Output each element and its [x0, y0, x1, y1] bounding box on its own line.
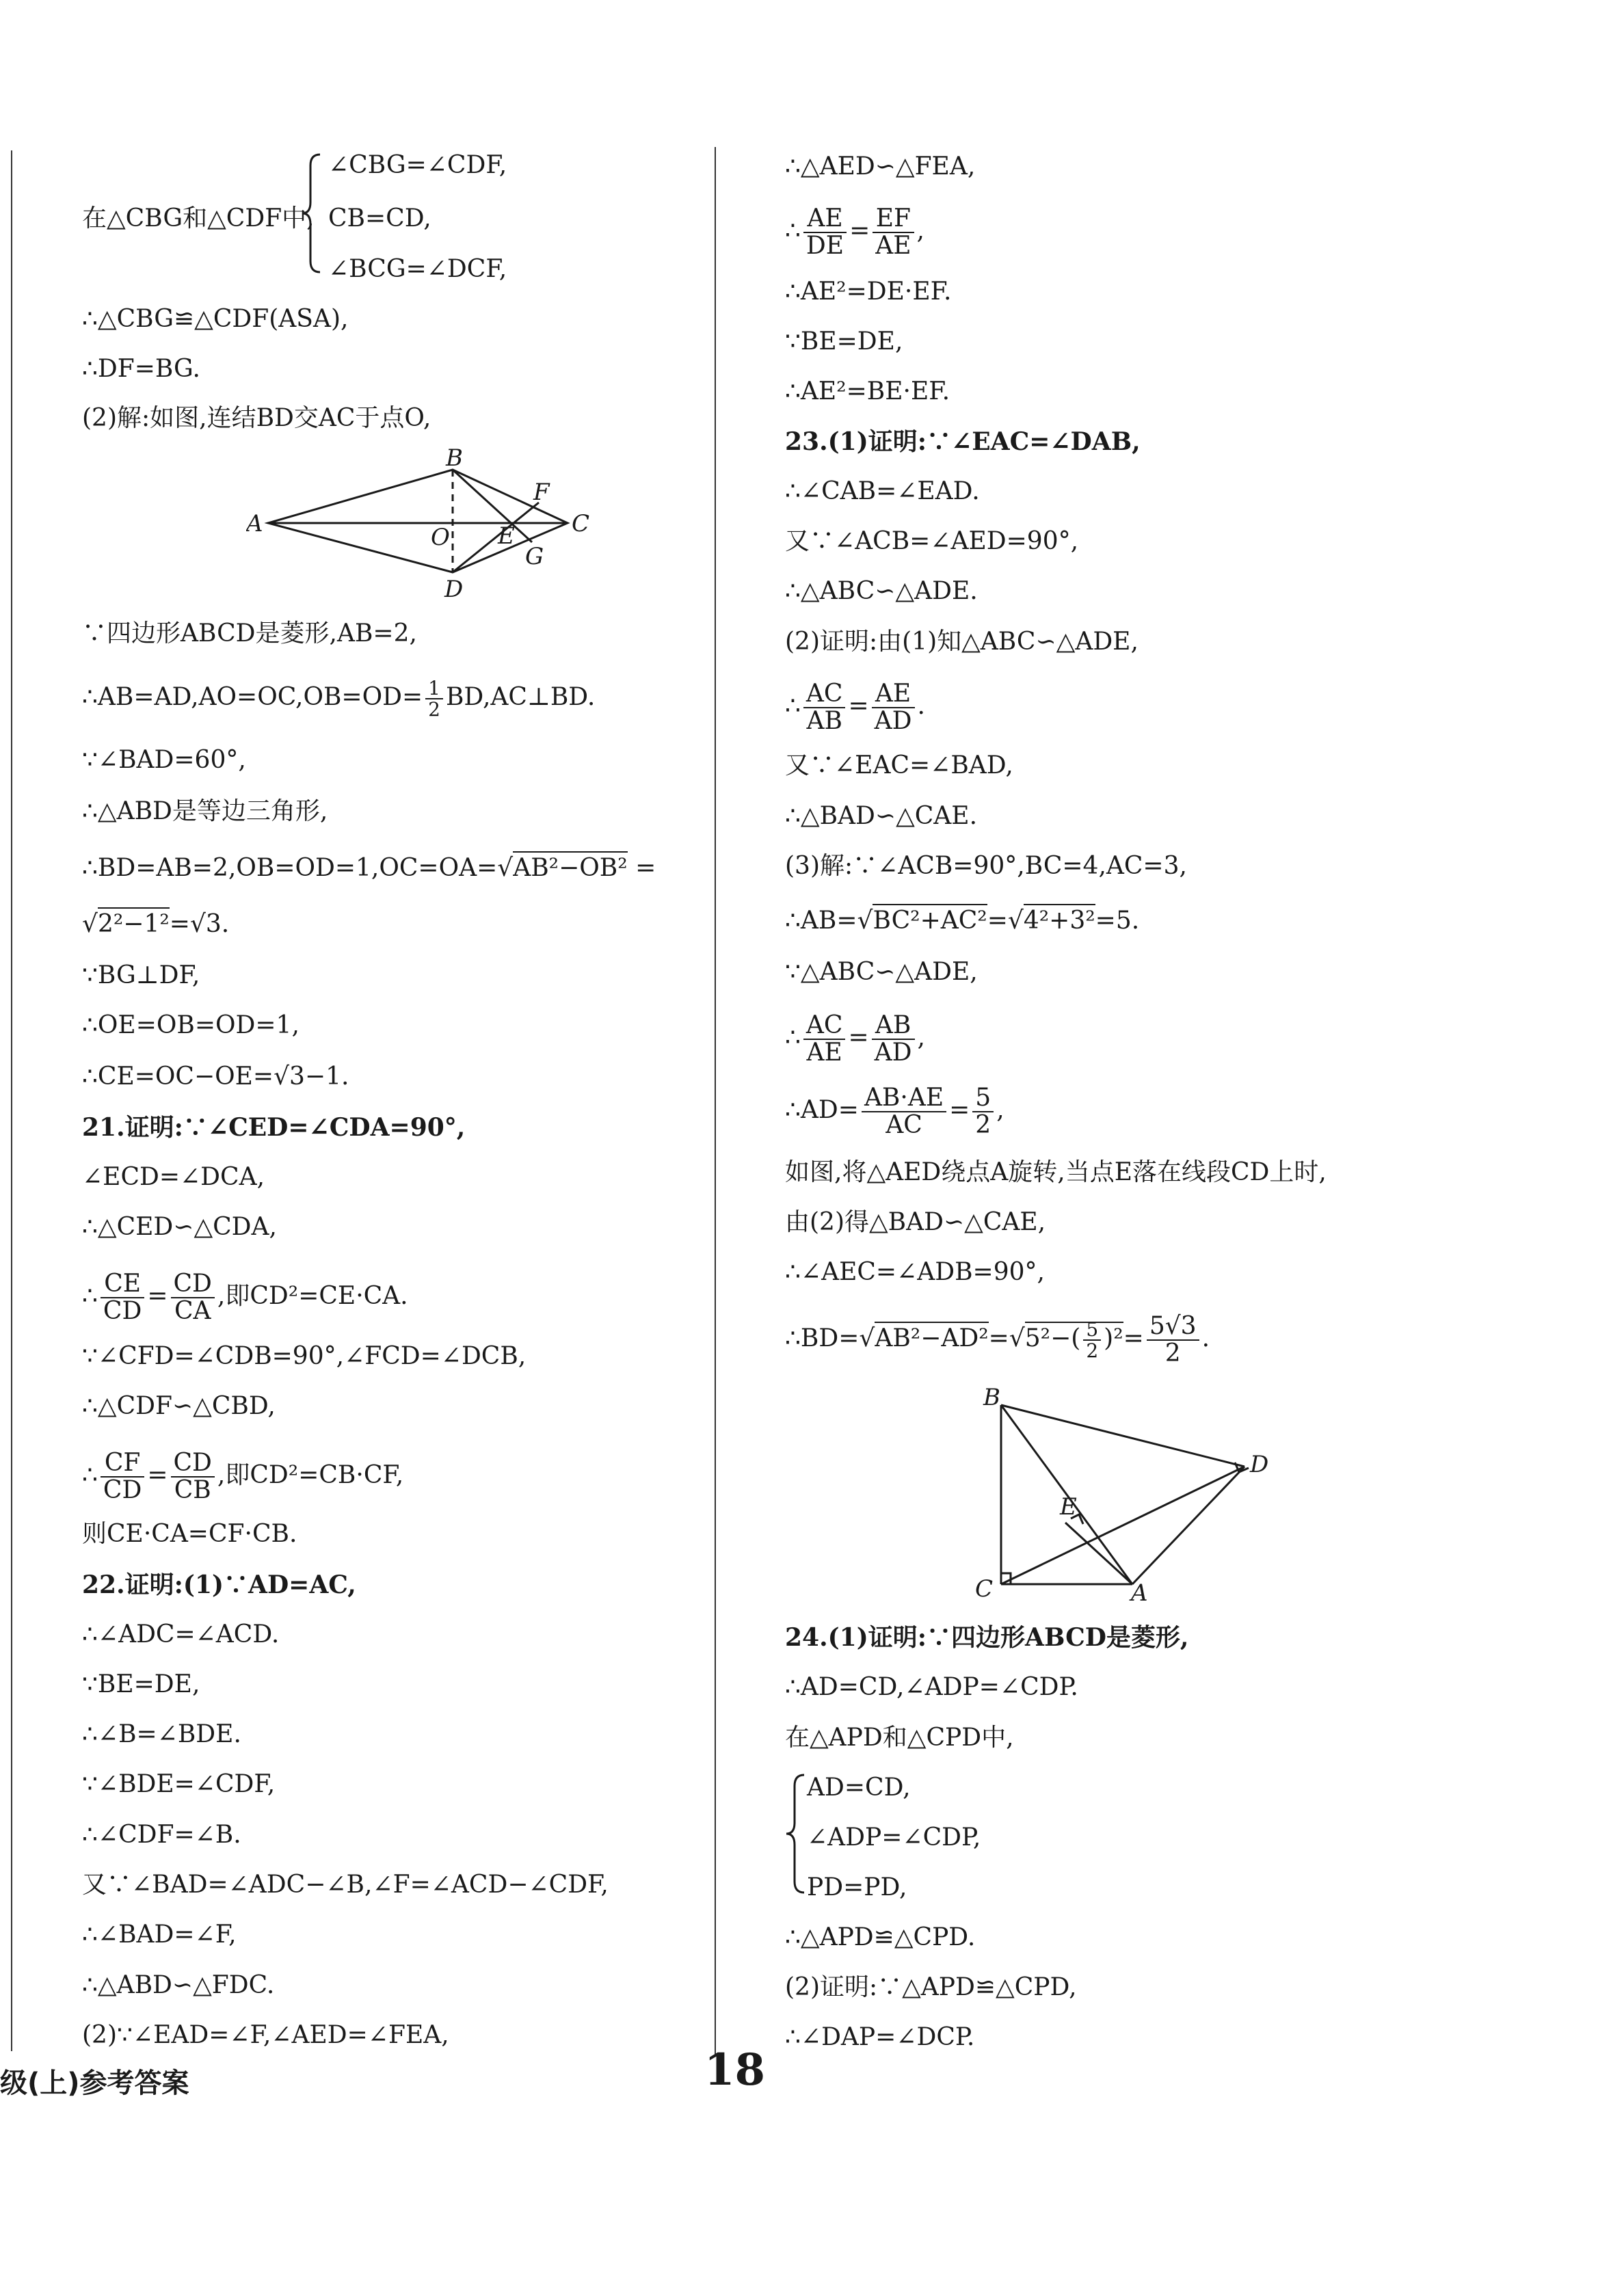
text-line: (2)∵∠EAD=∠F,∠AED=∠FEA,	[82, 2021, 449, 2049]
fraction: $\frac{CD}{CA}$	[171, 1271, 215, 1324]
left-brace	[299, 152, 324, 275]
fraction: $\frac{AB}{AD}$	[872, 1013, 915, 1066]
fraction: $\frac{AE}{DE}$	[803, 206, 847, 259]
text-line: 如图,将△AED绕点A旋转,当点E落在线段CD上时,	[785, 1158, 1327, 1186]
text-line: ∴AB=√BC²+AC²=√4²+3²=5.	[785, 906, 1139, 936]
radicand: AB²−OB²	[513, 851, 627, 882]
left-brace	[785, 1772, 807, 1895]
fraction: $\frac{AE}{AD}$	[872, 681, 915, 734]
text-line: ∠CBG=∠CDF,	[328, 151, 507, 179]
text-line: ∴ $\frac{CE}{CD}$ = $\frac{CD}{CA}$ ,即CD²=CE·CA.	[82, 1270, 408, 1325]
text-line: ∴ $\frac{AC}{AB}$ = $\frac{AE}{AD}$ .	[785, 680, 925, 735]
text-line: (2)解:如图,连结BD交AC于点O,	[82, 404, 431, 432]
fraction: $\frac{CF}{CD}$	[101, 1450, 144, 1503]
text-line: ∠BCG=∠DCF,	[328, 255, 507, 283]
rotation-figure	[963, 1385, 1318, 1610]
text-line: 24.(1)证明:∵四边形ABCD是菱形,	[785, 1623, 1189, 1652]
fraction: $\frac{5√3}{2}$	[1147, 1313, 1199, 1367]
fraction: $\frac{5}{2}$	[972, 1085, 994, 1138]
text-line: ∴△CED∽△CDA,	[82, 1213, 277, 1241]
text-line: ∴△ABD∽△FDC.	[82, 1971, 275, 1999]
text-line: ∴△ABC∽△ADE.	[785, 577, 978, 605]
text-line: ∴∠AEC=∠ADB=90°,	[785, 1258, 1045, 1286]
text-line: ∵四边形ABCD是菱形,AB=2,	[82, 619, 417, 647]
text-line: ∴△APD≌△CPD.	[785, 1923, 976, 1951]
text-seg: BD,AC⊥BD.	[445, 683, 596, 711]
text-line: (2)证明:由(1)知△ABC∽△ADE,	[785, 628, 1139, 656]
text-line: PD=PD,	[807, 1873, 907, 1901]
fig2-label: B	[983, 1385, 1000, 1411]
text-line: 23.(1)证明:∵∠EAC=∠DAB,	[785, 427, 1141, 456]
text-line	[82, 853, 656, 883]
fraction: $\frac{EF}{AE}$	[873, 206, 914, 259]
fraction: $\frac{AC}{AE}$	[803, 1013, 846, 1066]
text-line: ∵BG⊥DF,	[82, 961, 200, 989]
text-line: 22.证明:(1)∵AD=AC,	[82, 1571, 356, 1599]
text-seg: √	[82, 910, 98, 938]
fig2-label: E	[1060, 1493, 1077, 1521]
text-line: ∴△BAD∽△CAE.	[785, 802, 978, 830]
text-line: ∴∠B=∠BDE.	[82, 1720, 241, 1748]
text-line: 又∵∠BAD=∠ADC−∠B,∠F=∠ACD−∠CDF,	[82, 1871, 609, 1899]
text-line: ∴AD=CD,∠ADP=∠CDP.	[785, 1673, 1078, 1701]
page-number: 18	[704, 2044, 766, 2096]
text-line: ∵∠CFD=∠CDB=90°,∠FCD=∠DCB,	[82, 1342, 527, 1370]
text-seg: ∴AB=AD,AO=OC,OB=OD=	[82, 683, 423, 711]
text-line: ∵∠BAD=60°,	[82, 746, 246, 774]
left-margin-rule	[11, 150, 12, 2051]
text-line: ∴ $\frac{AE}{DE}$ = $\frac{EF}{AE}$ ,	[785, 204, 924, 260]
text-line: 又∵∠ACB=∠AED=90°,	[785, 527, 1079, 555]
fraction: $\frac{1}{2}$	[425, 678, 443, 720]
text-line: ∴ $\frac{AC}{AE}$ = $\frac{AB}{AD}$ ,	[785, 1011, 925, 1067]
fig1-label: C	[572, 510, 590, 537]
fig1-label: A	[246, 510, 263, 537]
fig1-label: G	[525, 543, 544, 570]
radicand: 5²−( $\frac{5}{2}$ )²	[1024, 1318, 1123, 1362]
fig1-label: F	[533, 479, 550, 506]
text-line: 由(2)得△BAD∽△CAE,	[785, 1208, 1046, 1236]
text-line: CB=CD,	[328, 204, 431, 232]
fraction: $\frac{CE}{CD}$	[101, 1271, 144, 1324]
text-line: ∴AE²=BE·EF.	[785, 377, 950, 405]
text-line: ∴△CDF∽△CBD,	[82, 1392, 276, 1420]
text-seg: =√3.	[169, 910, 230, 938]
fig2-label: D	[1250, 1451, 1269, 1478]
fig2-label: A	[1131, 1579, 1148, 1607]
text-line: ∠ECD=∠DCA,	[82, 1163, 265, 1191]
text-line: (3)解:∵∠ACB=90°,BC=4,AC=3,	[785, 852, 1187, 880]
text-line: ∴OE=OB=OD=1,	[82, 1011, 299, 1039]
fig1-label: O	[431, 524, 450, 551]
text-line: ∴AE²=DE·EF.	[785, 278, 952, 306]
fig1-label: B	[446, 448, 463, 472]
fig1-label: D	[444, 576, 464, 603]
fraction: $\frac{AB\cdot AE}{AC}$	[862, 1085, 946, 1138]
text-line	[82, 676, 596, 721]
text-line: ∴△ABD是等边三角形,	[82, 797, 328, 825]
radicand: 4²+3²	[1024, 904, 1095, 935]
radicand: 2²−1²	[98, 907, 170, 938]
text-line: ∵∠BDE=∠CDF,	[82, 1770, 276, 1798]
text-line: 在△APD和△CPD中,	[785, 1724, 1014, 1752]
radicand: BC²+AC²	[873, 904, 987, 935]
text-line: ∴∠BAD=∠F,	[82, 1921, 237, 1949]
text-seg: ∴BD=AB=2,OB=OD=1,OC=OA=√	[82, 854, 514, 882]
text-line: ∵△ABC∽△ADE,	[785, 958, 978, 986]
text-line: ∴∠CDF=∠B.	[82, 1821, 241, 1849]
text-line: 则CE·CA=CF·CB.	[82, 1520, 297, 1548]
rhombus-figure	[246, 448, 602, 605]
text-line: ∴DF=BG.	[82, 355, 200, 383]
text-line: ∴∠CAB=∠EAD.	[785, 477, 980, 505]
fraction: $\frac{CD}{CB}$	[171, 1450, 215, 1503]
text-line: ∴∠DAP=∠DCP.	[785, 2023, 975, 2051]
text-line: ∴△AED∽△FEA,	[785, 152, 976, 181]
text-line: AD=CD,	[807, 1774, 911, 1802]
text-line: ∴ $\frac{CF}{CD}$ = $\frac{CD}{CB}$ ,即CD²=CB·CF,	[82, 1449, 404, 1504]
text-line: 21.证明:∵∠CED=∠CDA=90°,	[82, 1113, 466, 1142]
text-line: ∴BD=√AB²−AD²=√5²−( $\frac{5}{2}$ )²= $\frac{5√3}{2}$ .	[785, 1312, 1210, 1367]
text-line: ∴CE=OC−OE=√3−1.	[82, 1063, 349, 1091]
text-line: ∵BE=DE,	[785, 328, 903, 356]
text-line: ∴AD= $\frac{AB\cdot AE}{AC}$ = $\frac{5}{2}$ ,	[785, 1084, 1004, 1139]
text-line: 在△CBG和△CDF中,	[82, 204, 315, 232]
text-seg: =	[627, 854, 656, 882]
text-line	[82, 909, 229, 939]
text-line: ∴△CBG≌△CDF(ASA),	[82, 305, 349, 333]
footer-label: 级(上)参考答案	[0, 2068, 189, 2099]
text-line: (2)证明:∵△APD≌△CPD,	[785, 1973, 1077, 2001]
fraction: $\frac{AC}{AB}$	[803, 681, 846, 734]
fig2-label: C	[975, 1575, 994, 1603]
text-line: ∴∠ADC=∠ACD.	[82, 1620, 280, 1648]
column-divider	[715, 147, 716, 2055]
text-line: ∠ADP=∠CDP,	[807, 1823, 981, 1852]
fig1-label: E	[498, 522, 515, 550]
text-line: ∵BE=DE,	[82, 1670, 200, 1698]
radicand: AB²−AD²	[875, 1322, 988, 1352]
text-line: 又∵∠EAC=∠BAD,	[785, 751, 1013, 779]
